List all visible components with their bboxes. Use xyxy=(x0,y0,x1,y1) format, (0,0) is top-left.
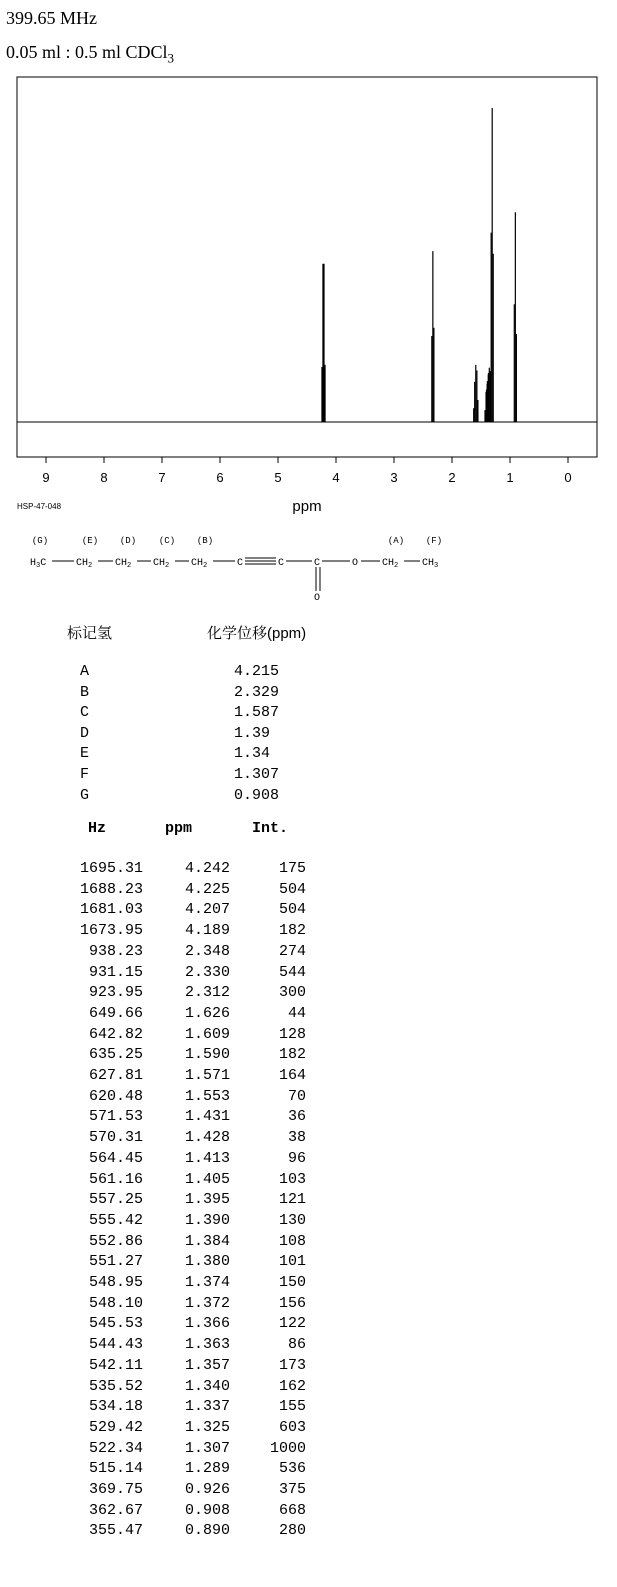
peak-ppm: 1.626 xyxy=(184,1004,230,1022)
peak-ppm: 1.590 xyxy=(184,1046,230,1064)
peak-ppm: 1.325 xyxy=(184,1418,230,1436)
assignment-shift: 4.215 xyxy=(234,663,280,680)
peak-intensity: 44 xyxy=(287,1004,306,1022)
atom-ch2-d: $CH_2$ xyxy=(115,558,132,570)
assignment-shift: 1.39 xyxy=(234,724,271,742)
peak-hz: 555.42 xyxy=(88,1211,143,1229)
peak-ppm: 1.374 xyxy=(184,1274,230,1291)
peak-ppm: 1.428 xyxy=(184,1129,230,1147)
atom-ch2-a: $CH_2$ xyxy=(382,558,399,570)
peak-intensity: 668 xyxy=(278,1501,306,1519)
label-a: (A) xyxy=(387,536,405,546)
peak-ppm: 1.372 xyxy=(184,1294,230,1312)
peak-hz: 635.25 xyxy=(88,1046,143,1064)
peak-intensity: 155 xyxy=(278,1398,306,1416)
peak-ppm: 2.330 xyxy=(184,963,230,981)
peak-intensity: 300 xyxy=(278,984,306,1002)
x-tick-label: 7 xyxy=(158,470,166,485)
peak-intensity: 103 xyxy=(278,1170,306,1188)
assignment-label: D xyxy=(80,724,90,742)
peak-ppm: 4.242 xyxy=(184,860,230,877)
assignment-header-label: 标记氢 xyxy=(67,625,113,642)
peak-intensity: 150 xyxy=(278,1274,306,1291)
atom-c-alkyne2: C xyxy=(278,558,285,569)
peak-ppm: 2.348 xyxy=(184,942,230,960)
peak-hz: 542.11 xyxy=(88,1356,143,1374)
peak-hz: 515.14 xyxy=(88,1460,143,1478)
spectrometer-frequency: 399.65 MHz xyxy=(6,8,97,28)
peak-hz: 551.27 xyxy=(88,1253,143,1271)
peak-hz: 552.86 xyxy=(88,1232,143,1250)
assignment-label: B xyxy=(80,683,90,701)
peak-hz: 1681.03 xyxy=(79,901,143,919)
solvent-subscript: 3 xyxy=(167,50,175,66)
peak-hz: 369.75 xyxy=(88,1481,143,1498)
atom-c-carbonyl: C xyxy=(314,558,321,569)
peak-intensity: 162 xyxy=(278,1377,306,1395)
peak-header-int: Int. xyxy=(252,820,289,837)
peak-ppm: 1.553 xyxy=(184,1087,230,1105)
peak-intensity: 280 xyxy=(278,1522,306,1540)
peak-intensity: 101 xyxy=(278,1253,306,1271)
peak-hz: 561.16 xyxy=(88,1170,143,1188)
peak-hz: 548.10 xyxy=(88,1294,143,1312)
peak-hz: 534.18 xyxy=(88,1398,143,1416)
sample-solvent: 0.05 ml : 0.5 ml CDCl xyxy=(6,42,168,62)
peak-ppm: 4.207 xyxy=(184,901,230,919)
peak-hz: 1673.95 xyxy=(79,922,143,940)
assignment-label: A xyxy=(80,663,90,680)
peak-hz: 570.31 xyxy=(88,1129,143,1147)
peak-hz: 355.47 xyxy=(88,1522,143,1540)
x-tick-label: 2 xyxy=(448,470,456,485)
peak-intensity: 130 xyxy=(278,1211,306,1229)
label-f: (F) xyxy=(425,536,443,546)
peak-intensity: 86 xyxy=(287,1336,306,1354)
assignment-shift: 2.329 xyxy=(234,683,280,701)
peak-intensity: 108 xyxy=(278,1232,306,1250)
peak-intensity: 156 xyxy=(278,1294,306,1312)
peak-hz: 931.15 xyxy=(88,963,143,981)
peak-hz: 557.25 xyxy=(88,1191,143,1209)
peak-ppm: 4.189 xyxy=(184,922,230,940)
peak-hz: 544.43 xyxy=(88,1336,143,1354)
assignment-label: G xyxy=(80,786,90,804)
peak-hz: 529.42 xyxy=(88,1418,143,1436)
assignment-shift: 1.34 xyxy=(234,745,271,763)
x-tick-label: 1 xyxy=(506,470,514,485)
peak-hz: 1695.31 xyxy=(79,860,143,877)
peak-intensity: 504 xyxy=(278,901,306,919)
assignment-label: E xyxy=(80,745,90,763)
peak-intensity: 504 xyxy=(278,880,306,898)
peak-ppm: 1.571 xyxy=(184,1067,230,1084)
peak-intensity: 96 xyxy=(287,1149,306,1167)
peak-ppm: 1.366 xyxy=(184,1315,230,1333)
peak-ppm: 1.380 xyxy=(184,1253,230,1271)
peak-intensity: 38 xyxy=(287,1129,306,1147)
peak-intensity: 70 xyxy=(287,1087,306,1105)
peak-header-ppm: ppm xyxy=(165,820,193,837)
peak-hz: 535.52 xyxy=(88,1377,143,1395)
x-tick-label: 3 xyxy=(390,470,398,485)
peak-ppm: 1.289 xyxy=(184,1460,230,1478)
peak-ppm: 1.431 xyxy=(184,1108,230,1126)
assignment-shift: 0.908 xyxy=(234,786,280,804)
peak-intensity: 375 xyxy=(278,1481,306,1498)
peak-hz: 938.23 xyxy=(88,942,143,960)
peak-ppm: 1.340 xyxy=(184,1377,230,1395)
assignment-header-shift: 化学位移(ppm) xyxy=(207,625,307,642)
peak-intensity: 182 xyxy=(278,922,306,940)
x-tick-label: 5 xyxy=(274,470,282,485)
assignment-shift: 1.587 xyxy=(234,704,280,722)
x-tick-label: 4 xyxy=(332,470,340,485)
peak-hz: 620.48 xyxy=(88,1087,143,1105)
peak-hz: 923.95 xyxy=(88,984,143,1002)
peak-intensity: 36 xyxy=(287,1108,306,1126)
atom-ch2-e: $CH_2$ xyxy=(76,558,93,570)
peak-hz: 571.53 xyxy=(88,1108,143,1126)
peak-ppm: 1.405 xyxy=(184,1170,230,1188)
peak-ppm: 1.307 xyxy=(184,1439,230,1457)
peak-ppm: 1.395 xyxy=(184,1191,230,1209)
peak-hz: 642.82 xyxy=(88,1025,143,1043)
label-c: (C) xyxy=(158,536,176,546)
atom-ch2-c: $CH_2$ xyxy=(153,558,170,570)
peak-intensity: 122 xyxy=(278,1315,306,1333)
peak-intensity: 175 xyxy=(278,860,306,877)
atom-o-ester: O xyxy=(352,558,359,569)
peak-intensity: 173 xyxy=(278,1356,306,1374)
x-tick-label: 8 xyxy=(100,470,108,485)
atom-ch2-b: $CH_2$ xyxy=(191,558,208,570)
peak-header-hz: Hz xyxy=(88,820,107,837)
atom-h3c: $H_3C$ xyxy=(30,558,47,570)
peak-hz: 627.81 xyxy=(88,1067,143,1084)
peak-hz: 649.66 xyxy=(88,1004,143,1022)
peak-ppm: 1.363 xyxy=(184,1336,230,1354)
label-b: (B) xyxy=(196,536,214,546)
peak-intensity: 603 xyxy=(278,1418,306,1436)
atom-c-alkyne1: C xyxy=(237,558,244,569)
peak-intensity: 536 xyxy=(278,1460,306,1478)
peak-intensity: 182 xyxy=(278,1046,306,1064)
peak-hz: 362.67 xyxy=(88,1501,143,1519)
peak-hz: 522.34 xyxy=(88,1439,143,1457)
peak-ppm: 1.609 xyxy=(184,1025,230,1043)
peak-ppm: 4.225 xyxy=(184,880,230,898)
atom-ch3-f: $CH_3$ xyxy=(422,558,439,570)
peak-intensity: 164 xyxy=(278,1067,306,1084)
x-axis-label: ppm xyxy=(292,498,322,515)
peak-ppm: 1.413 xyxy=(184,1149,230,1167)
atom-o-carbonyl: O xyxy=(314,593,321,604)
peak-ppm: 1.337 xyxy=(184,1398,230,1416)
label-g: (G) xyxy=(31,536,49,546)
peak-ppm: 0.908 xyxy=(184,1501,230,1519)
x-tick-label: 9 xyxy=(42,470,50,485)
x-tick-label: 6 xyxy=(216,470,224,485)
label-d: (D) xyxy=(119,536,137,546)
spectrum-code: HSP-47-048 xyxy=(17,502,62,511)
x-tick-label: 0 xyxy=(564,470,572,485)
peak-intensity: 544 xyxy=(278,963,306,981)
peak-intensity: 274 xyxy=(278,942,306,960)
peak-ppm: 1.390 xyxy=(184,1211,230,1229)
peak-hz: 1688.23 xyxy=(79,880,143,898)
structure-diagram xyxy=(0,0,617,610)
peak-hz: 548.95 xyxy=(88,1274,143,1291)
peak-hz: 564.45 xyxy=(88,1149,143,1167)
assignment-label: C xyxy=(80,704,90,722)
label-e: (E) xyxy=(81,536,99,546)
peak-ppm: 1.357 xyxy=(184,1356,230,1374)
peak-ppm: 2.312 xyxy=(184,984,230,1002)
peak-ppm: 1.384 xyxy=(184,1232,230,1250)
assignment-shift: 1.307 xyxy=(234,766,280,783)
peak-intensity: 128 xyxy=(278,1025,306,1043)
peak-ppm: 0.890 xyxy=(184,1522,230,1540)
peak-hz: 545.53 xyxy=(88,1315,143,1333)
peak-intensity: 121 xyxy=(278,1191,306,1209)
peak-ppm: 0.926 xyxy=(184,1481,230,1498)
assignment-label: F xyxy=(80,766,90,783)
peak-intensity: 1000 xyxy=(269,1439,306,1457)
